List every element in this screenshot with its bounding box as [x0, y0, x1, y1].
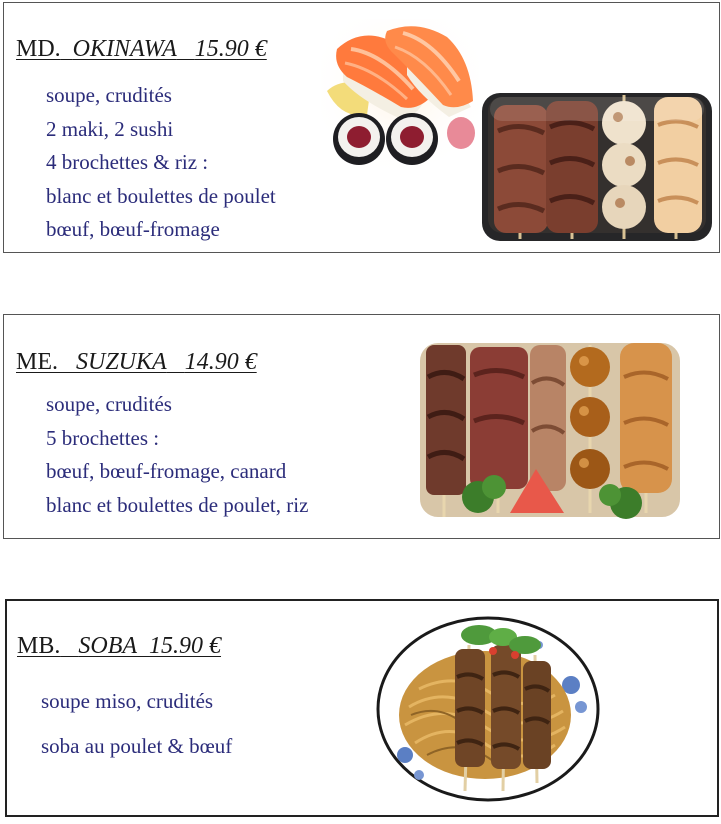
- menu-title-okinawa: [16, 36, 267, 63]
- menu-name: SUZUKA: [76, 349, 167, 375]
- menu-item: blanc et boulettes de poulet: [46, 183, 276, 208]
- menu-code: MD.: [16, 36, 61, 62]
- menu-price: 14.90 €: [184, 349, 257, 375]
- menu-item-list: [46, 388, 308, 522]
- menu-item: soba au poulet & bœuf: [41, 734, 233, 758]
- menu-item-list: [41, 679, 232, 769]
- menu-item: bœuf, bœuf-fromage, canard: [46, 459, 287, 483]
- sushi-photo: [321, 19, 479, 171]
- menu-item: soupe, crudités: [46, 392, 172, 416]
- menu-price: 15.90 €: [194, 36, 267, 62]
- menu-item: 2 maki, 2 sushi: [46, 116, 174, 141]
- menu-title-suzuka: [16, 349, 257, 376]
- menu-item: 5 brochettes :: [46, 425, 160, 450]
- menu-card-soba: [5, 599, 719, 817]
- menu-card-okinawa: [3, 2, 720, 253]
- menu-title-soba: [17, 633, 221, 660]
- menu-code: ME.: [16, 349, 58, 375]
- brochettes-photo: [480, 91, 714, 243]
- menu-code: MB.: [17, 633, 61, 659]
- menu-item: bœuf, bœuf-fromage: [46, 217, 220, 241]
- menu-price: 15.90 €: [149, 633, 222, 659]
- menu-item: blanc et boulettes de poulet, riz: [46, 492, 309, 517]
- menu-name: OKINAWA: [72, 36, 177, 62]
- menu-item: soupe miso, crudités: [41, 689, 214, 713]
- menu-name: SOBA: [78, 633, 138, 659]
- menu-item: soupe, crudités: [46, 83, 172, 107]
- brochettes-platter-photo: [414, 337, 686, 525]
- soba-plate-photo: [375, 615, 601, 803]
- menu-item-list: [46, 79, 276, 247]
- menu-card-suzuka: [3, 314, 720, 539]
- menu-item: 4 brochettes & riz :: [46, 150, 209, 174]
